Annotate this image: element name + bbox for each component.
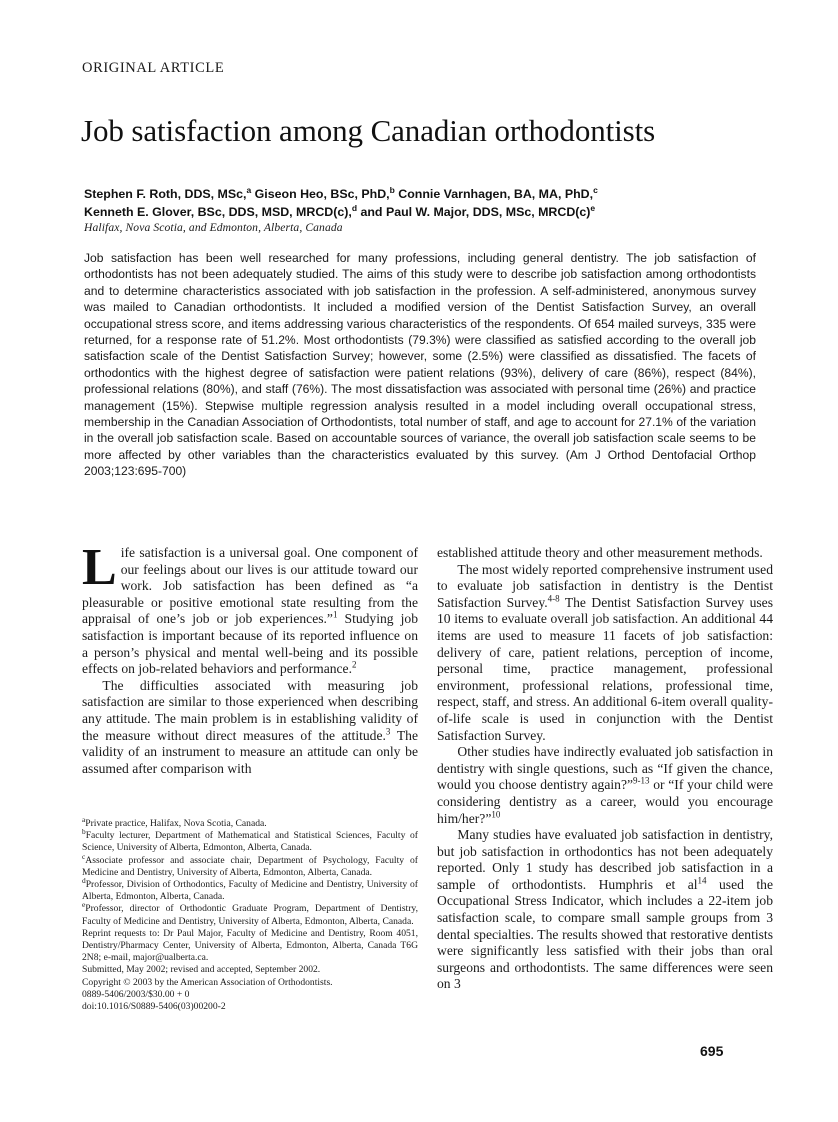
paragraph-other-studies-part2: or “If your child were considering dentistry as a career, would you encourage him/her?”: [437, 777, 773, 826]
abstract-text: Job satisfaction has been well researched for many professions, including general dentistry. The job satisfaction of orthodontists has not been adequately studied. The aims of this study were to describe job satisfaction among orthodontists and to determine characteristics associated with job satisfaction in the profession. A self-administered, anonymous survey was mailed to Canadian orthodontists. It included a modified version of the Dentist Satisfaction Survey, an overall occupational stress score, and items addressing various characteristics of the respondents. Of 654 mailed surveys, 335 were returned, for a response rate of 51.2%. Most orthodontists (79.3%) were classified as satisfied according to the overall job satisfaction scale of the Dentist Satisfaction Survey; however, some (2.5%) were classified as dissatisfied. The facets of orthodontics with the highest degree of satisfaction were patient relations (93%), delivery of care (86%), respect (84%), professional relations (80%), and staff (76%). The most dissatisfaction was associated with personal time (26%) and practice management (15%). Stepwise multiple regression analysis resulted in a model including overall occupational stress, membership in the Canadian Association of Orthodontists, total number of staff, and age to account for 27.1% of the variation in the overall job satisfaction scale. Based on accountable sources of variance, the overall job satisfaction scale seems to be more affected by other variables than the characteristics evaluated by this survey. (Am J Orthod Dentofacial Orthop 2003;123:695-700): [84, 251, 756, 479]
page-number: 695: [700, 1043, 724, 1059]
footnote-submitted: Submitted, May 2002; revised and accepted, September 2002.: [82, 964, 321, 976]
author-4: Kenneth E. Glover, BSc, DDS, MSD, MRCD(c),: [84, 204, 352, 219]
author-4-affil-marker: d: [351, 202, 358, 213]
paragraph-many-studies-part1: Many studies have evaluated job satisfaction in dentistry, but job satisfaction in orthodontics has not been adequately reported. Only 1 study has described job satisfaction in a sample of orthodontists. Humphris et al: [437, 827, 773, 892]
paragraph-difficulties-part2: The validity of an instrument to measure an attitude can only be assumed after comparison with: [82, 727, 419, 776]
paragraph-difficulties-part1: The difficulties associated with measuring job satisfaction are similar to those experienced when describing any attitude. The main problem is in establishing validity of the measure without direct measures of the attitude.: [82, 677, 418, 743]
article-kicker: ORIGINAL ARTICLE: [82, 60, 225, 76]
drop-cap: L: [82, 539, 117, 596]
footnote-d-text: Professor, Division of Orthodontics, Faculty of Medicine and Dentistry, University of Alberta, Edmonton, Alberta, Canada.: [82, 879, 418, 903]
paragraph-dss-part1: The most widely reported comprehensive instrument used to evaluate job satisfaction in dentistry is the Dentist Satisfaction Survey.: [437, 561, 773, 610]
footnote-reprint-requests: Reprint requests to: Dr Paul Major, Faculty of Medicine and Dentistry, Room 4051, Dentistry/Pharmacy Center, University of Alberta, Edmonton, Alberta, Canada T6G 2N8; e-mail, major@ualberta.ca.: [82, 927, 418, 964]
author-3-affil-marker: c: [593, 184, 598, 195]
footnote-b: [82, 827, 418, 854]
author-list: [84, 186, 774, 222]
footnote-a-text: Private practice, Halifax, Nova Scotia, Canada.: [85, 818, 267, 829]
paragraph-many-studies-part2: used the Occupational Stress Indicator, which includes a 22-item job satisfaction scale, to compare small sample groups from 3 dental specialties. The results showed that restorative dentists were significantly less satisfied with their jobs than oral surgeons and orthodontists. The same differences were seen on 3: [437, 876, 773, 992]
footnote-e: [82, 900, 418, 927]
citation-ref-10: 10: [491, 808, 501, 819]
footnote-copyright: Copyright © 2003 by the American Association of Orthodontists.: [82, 976, 333, 988]
author-3: Connie Varnhagen, BA, MA, PhD,: [394, 187, 594, 201]
page-title: Job satisfaction among Canadian orthodontists: [81, 113, 656, 148]
footnote-issn: 0889-5406/2003/$30.00 + 0: [82, 988, 190, 1000]
footnote-c-marker: c: [82, 851, 86, 861]
author-2-affil-marker: b: [389, 184, 395, 195]
footnote-d-marker: d: [82, 875, 86, 885]
footnote-a: [82, 814, 418, 830]
citation-ref-2: 2: [352, 659, 357, 670]
author-5-affil-marker: e: [590, 202, 596, 213]
footnote-b-text: Faculty lecturer, Department of Mathematical and Statistical Sciences, Faculty of Science, University of Alberta, Edmonton, Alberta, Canada.: [82, 830, 418, 854]
paragraph-other-studies: [437, 744, 773, 827]
citation-ref-14: 14: [697, 875, 707, 886]
paragraph-intro-part1: ife satisfaction is a universal goal. One component of our feelings about our lives is our attitude toward our work. Job satisfaction has been defined as “a pleasurable or positive emotional state resulting from the appraisal of one’s job or job experiences.”: [82, 545, 418, 627]
author-2: Giseon Heo, BSc, PhD,: [251, 187, 390, 201]
body-column-left: [82, 539, 419, 777]
citation-ref-4-8: 4-8: [547, 593, 560, 604]
footnote-c: [82, 851, 418, 879]
footnote-doi: doi:10.1016/S0889-5406(03)00200-2: [82, 1001, 226, 1013]
affiliation-cities: Halifax, Nova Scotia, and Edmonton, Alberta, Canada: [84, 221, 343, 234]
footnote-c-text: Associate professor and associate chair, Department of Psychology, Faculty of Medicine and Dentistry, University of Alberta, Edmonton, Alberta, Canada.: [82, 854, 418, 878]
paragraph-intro-part2: Studying job satisfaction is important because of its reported influence on a person’s physical and mental well-being and its possible effects on job-related behaviors and performance.: [82, 611, 419, 677]
footnote-e-marker: e: [82, 900, 86, 910]
author-1: Stephen F. Roth, DDS, MSc,: [84, 187, 247, 201]
paragraph-intro: [82, 539, 419, 678]
body-column-right: [437, 545, 773, 993]
citation-ref-3: 3: [385, 726, 391, 736]
citation-ref-1: 1: [332, 609, 338, 620]
paragraph-difficulties: [82, 678, 418, 778]
footnote-b-marker: b: [82, 827, 86, 837]
footnote-a-marker: a: [82, 814, 86, 824]
paragraph-continuation: established attitude theory and other measurement methods.: [437, 545, 763, 560]
author-1-affil-marker: a: [246, 184, 252, 195]
footnotes-block: [82, 814, 418, 1013]
footnote-d: [82, 875, 418, 903]
paragraph-other-studies-part1: Other studies have indirectly evaluated job satisfaction in dentistry with single questions, such as “If given the chance, would you choose dentistry again?”: [437, 744, 773, 793]
footnote-e-text: Professor, director of Orthodontic Graduate Program, Department of Dentistry, Faculty of Medicine and Dentistry, University of Alberta, Edmonton, Alberta, Canada.: [82, 903, 418, 927]
paragraph-dss-part2: The Dentist Satisfaction Survey uses 10 items to evaluate overall job satisfaction. An additional 44 items are used to measure 11 facets of job satisfaction: delivery of care, patient relations, perception of income, personal time, practice management, professional environment, professional relations, professional time, respect, staff, and stress. An additional 6-item overall quality-of-life scale is used in conjunction with the Dentist Satisfaction Survey.: [437, 594, 774, 743]
citation-ref-9-13: 9-13: [633, 775, 650, 786]
paragraph-many-studies: [437, 827, 773, 993]
author-5: and Paul W. Major, DDS, MSc, MRCD(c): [357, 204, 591, 219]
paragraph-dss: [437, 562, 773, 745]
